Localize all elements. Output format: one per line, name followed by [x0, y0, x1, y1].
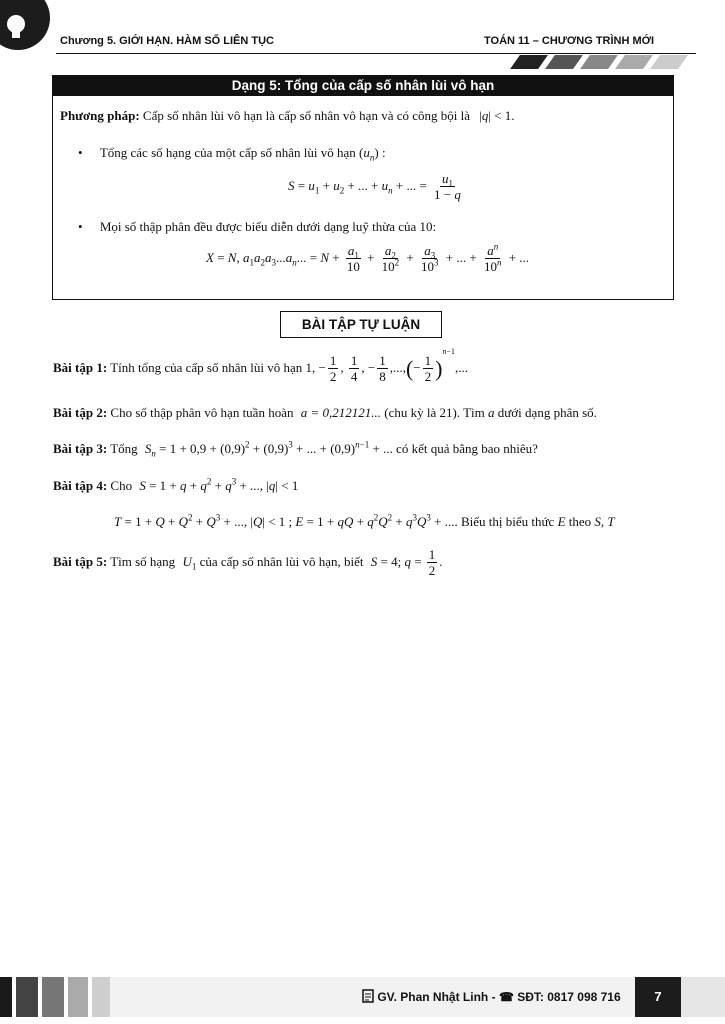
- exercise-4-line-2: $T = 1 + Q + Q^2 + Q^3$ + ..., |Q| < 1 ; E = 1 + qQ + $q^2Q^2 + q^3Q^3$ + .... Biểu thị biểu thức E theo S, T: [114, 512, 615, 529]
- chapter-title: Chương 5. GIỚI HẠN. HÀM SỐ LIÊN TỤC: [60, 35, 275, 47]
- author-name: GV. Phan Nhật Linh: [377, 990, 489, 1004]
- bullet-2-text: Mọi số thập phân đều được biểu diễn dưới dạng luỹ thừa của 10:: [99, 219, 437, 234]
- exercise-1: Bài tập 1: Tính tổng của cấp số nhân lùi vô hạn 1, − $\frac{1}{2}$ , $\frac{1}{4}$ , − $\frac{1}{8}$ ,...,(− $\frac{1}{2}$ )$^{n-1}$,...: [53, 347, 468, 385]
- exercise-3: Bài tập 3: Tổng $S_n = 1 + 0,9 + (0,9)^2 + (0,9)^3$ + ... + $(0,9)^{n-1}$ + ... có kết quả bằng bao nhiêu?: [53, 439, 538, 459]
- corner-logo: [0, 0, 50, 50]
- exercise-1-label: Bài tập 1:: [53, 360, 108, 375]
- exercise-4-text-2: Biểu thị biểu thức: [460, 514, 555, 529]
- exercise-1-text: Tính tổng của cấp số nhân lùi vô hạn: [110, 360, 303, 375]
- method-label: Phương pháp:: [60, 108, 140, 123]
- formula-decimal: X = N, $a_1a_2a_3...a_n$... = N + $\frac{a_1}{10}$ + $\frac{a_2}{10^2}$ + $\frac{a_3}{10^3}$ + ... + $\frac{a^n}{10^n}$ + ...: [206, 241, 530, 274]
- exercise-4-label: Bài tập 4:: [53, 478, 108, 493]
- exercise-5: Bài tập 5: Tìm số hạng $U_1$ của cấp số nhân lùi vô hạn, biết S = 4; q = $\frac{1}{2}$ .: [53, 547, 443, 578]
- phone-number: SĐT: 0817 098 716: [517, 990, 621, 1004]
- exercises-title: BÀI TẬP TỰ LUẬN: [280, 311, 442, 338]
- exercise-2: Bài tập 2: Cho số thập phân vô hạn tuần hoàn a = 0,212121... (chu kỳ là 21). Tìm a dưới dạng phân số.: [53, 405, 597, 420]
- exercise-2-text-2: (chu kỳ là 21). Tìm: [384, 405, 485, 420]
- method-line: Phương pháp: Cấp số nhân lùi vô hạn là cấp số nhân vô hạn và có công bội là |q| < 1.: [60, 108, 515, 123]
- phone-icon: ☎: [498, 990, 514, 1004]
- exercise-4-text-3: theo: [568, 514, 592, 529]
- footer-contact: GV. Phan Nhật Linh - ☎ SĐT: 0817 098 716: [362, 989, 621, 1004]
- exercise-5-text-1: Tìm số hạng: [110, 553, 176, 569]
- exercise-4: Bài tập 4: Cho $S = 1 + q + q^2 + q^3$ + ..., |q| < 1: [53, 476, 299, 493]
- bullet-2: • Mọi số thập phân đều được biểu diễn dưới dạng luỹ thừa của 10:: [78, 219, 437, 234]
- lightbulb-icon: [0, 0, 50, 50]
- exercise-2-label: Bài tập 2:: [53, 405, 108, 420]
- exercise-3-label: Bài tập 3:: [53, 441, 108, 456]
- footer-end-bar: [681, 977, 725, 1017]
- formula-sum: $S = u_1 + u_2$ + ... + $u_n$ + ... = $\frac{u_1}{1 - q}$: [288, 171, 461, 202]
- exercise-2-value: a = 0,212121...: [300, 405, 382, 420]
- page-number: 7: [635, 977, 681, 1017]
- header-rule: [56, 53, 696, 54]
- course-title: TOÁN 11 – CHƯƠNG TRÌNH MỚI: [484, 35, 655, 47]
- exercise-5-label: Bài tập 5:: [53, 553, 108, 569]
- bullet-1: • Tổng các số hạng của một cấp số nhân lùi vô hạn $(u_n)$ :: [78, 145, 386, 163]
- exercise-3-text-1: Tổng: [110, 441, 138, 456]
- method-text: Cấp số nhân lùi vô hạn là cấp số nhân vô hạn và có công bội là: [142, 108, 471, 123]
- exercise-2-text-1: Cho số thập phân vô hạn tuần hoàn: [110, 405, 294, 420]
- exercise-3-text-2: có kết quả bằng bao nhiêu?: [396, 441, 538, 456]
- exercise-5-text-2: của cấp số nhân lùi vô hạn, biết: [199, 553, 364, 569]
- bullet-1-text: Tổng các số hạng của một cấp số nhân lùi vô hạn: [99, 145, 356, 160]
- theory-title: Dạng 5: Tổng của cấp số nhân lùi vô hạn: [53, 76, 673, 96]
- document-icon: [362, 989, 374, 1003]
- exercise-2-text-3: dưới dạng phân số.: [497, 405, 597, 420]
- exercise-4-text-1: Cho: [110, 478, 133, 493]
